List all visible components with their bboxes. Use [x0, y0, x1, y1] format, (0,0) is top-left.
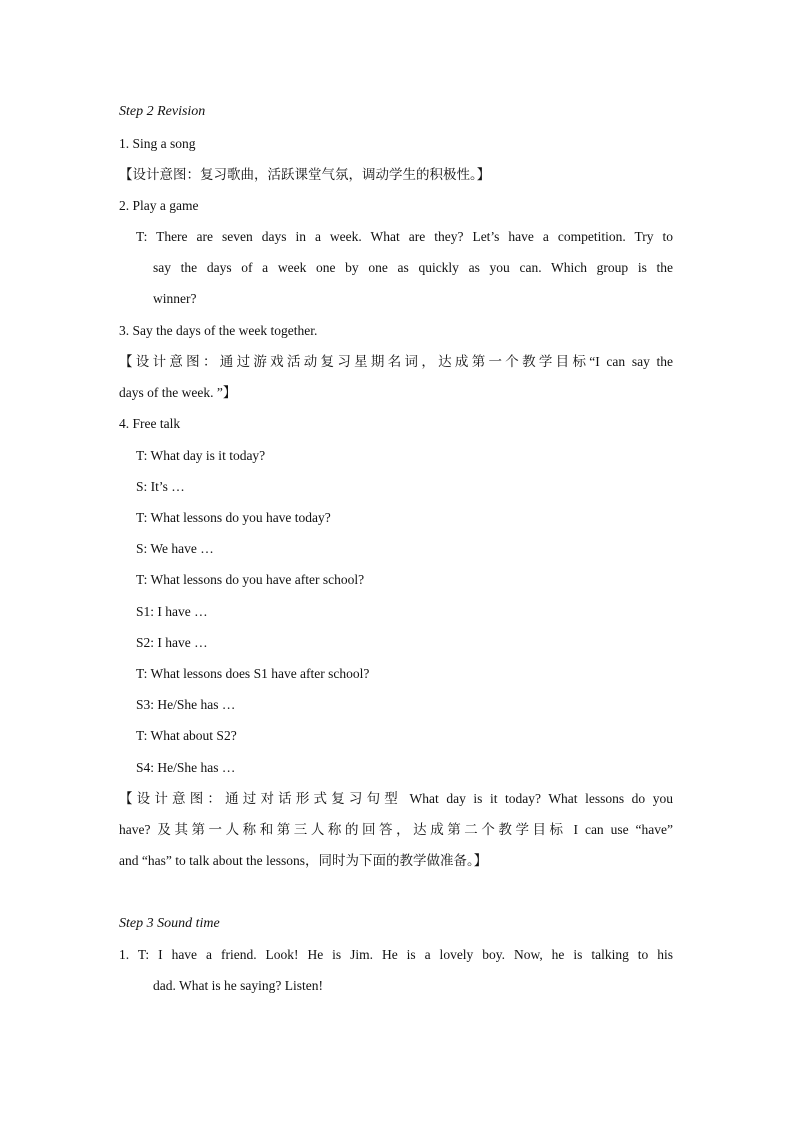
dialogue-line: S: It’s …: [136, 479, 185, 494]
step2-item-play-game: 2. Play a game: [119, 198, 199, 213]
design-intent-note-3-line-1: 【设计意图：通过对话形式复习句型 What day is it today? What lessons do you: [119, 791, 673, 806]
design-intent-note-1: 【设计意图：复习歌曲，活跃课堂气氛，调动学生的积极性。】: [119, 167, 491, 182]
design-intent-note-3-line-2: have? 及其第一人称和第三人称的回答，达成第二个教学目标 I can use “have”: [119, 822, 673, 837]
dialogue-line: T: What lessons do you have after school?: [136, 572, 365, 587]
step2-item-free-talk: 4. Free talk: [119, 416, 181, 431]
step3-heading: Step 3 Sound time: [119, 916, 220, 931]
dialogue-line: T: What lessons does S1 have after school?: [136, 666, 370, 681]
step3-item-1-line-2: dad. What is he saying? Listen!: [153, 978, 323, 993]
game-instruction-line-3: winner?: [153, 291, 197, 306]
step2-heading: Step 2 Revision: [119, 104, 206, 119]
dialogue-line: S1: I have …: [136, 604, 208, 619]
design-intent-note-2-line-1: 【设计意图：通过游戏活动复习星期名词，达成第一个教学目标“I can say the: [119, 354, 673, 369]
dialogue-line: T: What day is it today?: [136, 448, 266, 463]
dialogue-line: T: What about S2?: [136, 728, 237, 743]
step2-item-say-days: 3. Say the days of the week together.: [119, 323, 318, 338]
dialogue-line: T: What lessons do you have today?: [136, 510, 331, 525]
step2-item-sing-song: 1. Sing a song: [119, 136, 196, 151]
design-intent-note-3-line-3: and “has” to talk about the lessons，同时为下面的教学做准备。】: [119, 853, 488, 868]
game-instruction-line-1: T: There are seven days in a week. What are they? Let’s have a competition. Try to: [136, 229, 673, 244]
step3-item-1-line-1: 1. T: I have a friend. Look! He is Jim. He is a lovely boy. Now, he is talking to his: [119, 947, 673, 962]
dialogue-line: S4: He/She has …: [136, 760, 236, 775]
dialogue-line: S3: He/She has …: [136, 697, 236, 712]
game-instruction-line-2: say the days of a week one by one as quickly as you can. Which group is the: [153, 260, 673, 275]
design-intent-note-2-line-2: days of the week. ”】: [119, 385, 237, 400]
dialogue-line: S2: I have …: [136, 635, 208, 650]
dialogue-line: S: We have …: [136, 541, 214, 556]
